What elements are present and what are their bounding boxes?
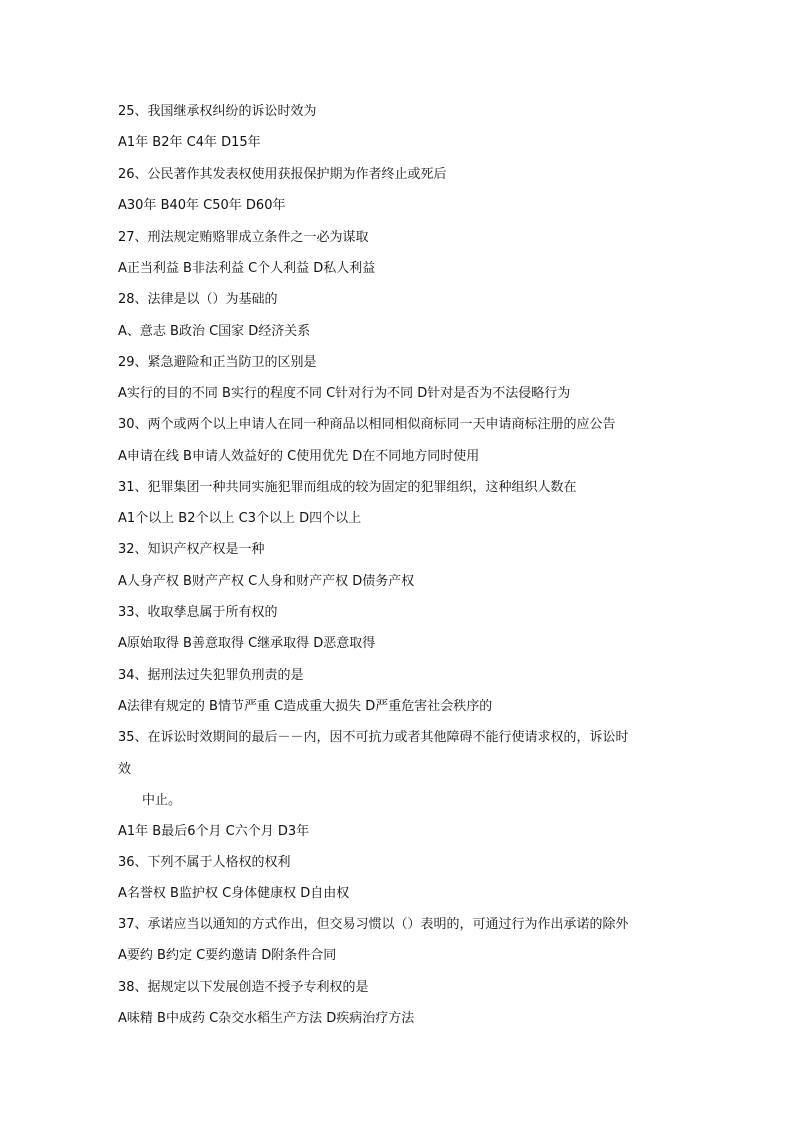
options-26: A30年 B40年 C50年 D60年 bbox=[118, 198, 286, 213]
question-29: 29、紧急避险和正当防卫的区别是 bbox=[118, 355, 317, 370]
question-26: 26、公民著作其发表权使用获报保护期为作者终止或死后 bbox=[118, 167, 447, 182]
question-27: 27、刑法规定贿赂罪成立条件之一必为谋取 bbox=[118, 230, 369, 245]
options-32: A人身产权 B财产产权 C人身和财产产权 D债务产权 bbox=[118, 574, 415, 589]
question-35-cont: 效 bbox=[118, 762, 132, 777]
options-35: A1年 B最后6个月 C六个月 D3年 bbox=[118, 824, 310, 839]
options-29: A实行的目的不同 B实行的程度不同 C针对行为不同 D针对是否为不法侵略行为 bbox=[118, 386, 571, 401]
options-34: A法律有规定的 B情节严重 C造成重大损失 D严重危害社会秩序的 bbox=[118, 699, 493, 714]
question-37: 37、承诺应当以通知的方式作出，但交易习惯以（）表明的，可通过行为作出承诺的除外 bbox=[118, 917, 629, 932]
question-35: 35、在诉讼时效期间的最后－－内，因不可抗力或者其他障碍不能行使请求权的，诉讼时 bbox=[118, 730, 629, 745]
options-28: A、意志 B政治 C国家 D经济关系 bbox=[118, 324, 311, 339]
question-35-end: 中止。 bbox=[142, 793, 182, 808]
question-31: 31、犯罪集团一种共同实施犯罪而组成的较为固定的犯罪组织，这种组织人数在 bbox=[118, 480, 577, 495]
options-27: A正当利益 B非法利益 C个人利益 D私人利益 bbox=[118, 261, 376, 276]
options-31: A1个以上 B2个以上 C3个以上 D四个以上 bbox=[118, 511, 362, 526]
options-38: A味精 B中成药 C杂交水稻生产方法 D疾病治疗方法 bbox=[118, 1011, 415, 1026]
question-33: 33、收取孳息属于所有权的 bbox=[118, 605, 278, 620]
question-32: 32、知识产权产权是一种 bbox=[118, 542, 265, 557]
options-37: A要约 B约定 C要约邀请 D附条件合同 bbox=[118, 948, 337, 963]
question-34: 34、据刑法过失犯罪负刑责的是 bbox=[118, 668, 304, 683]
question-36: 36、下列不属于人格权的权利 bbox=[118, 855, 291, 870]
question-30: 30、两个或两个以上申请人在同一种商品以相同相似商标同一天申请商标注册的应公告 bbox=[118, 417, 616, 432]
question-25: 25、我国继承权纠纷的诉讼时效为 bbox=[118, 104, 317, 119]
question-28: 28、法律是以（）为基础的 bbox=[118, 292, 278, 307]
options-36: A名誉权 B监护权 C身体健康权 D自由权 bbox=[118, 886, 350, 901]
options-33: A原始取得 B善意取得 C继承取得 D恶意取得 bbox=[118, 636, 376, 651]
question-38: 38、据规定以下发展创造不授予专利权的是 bbox=[118, 980, 369, 995]
options-25: A1年 B2年 C4年 D15年 bbox=[118, 135, 261, 150]
options-30: A申请在线 B申请人效益好的 C使用优先 D在不同地方同时使用 bbox=[118, 449, 480, 464]
